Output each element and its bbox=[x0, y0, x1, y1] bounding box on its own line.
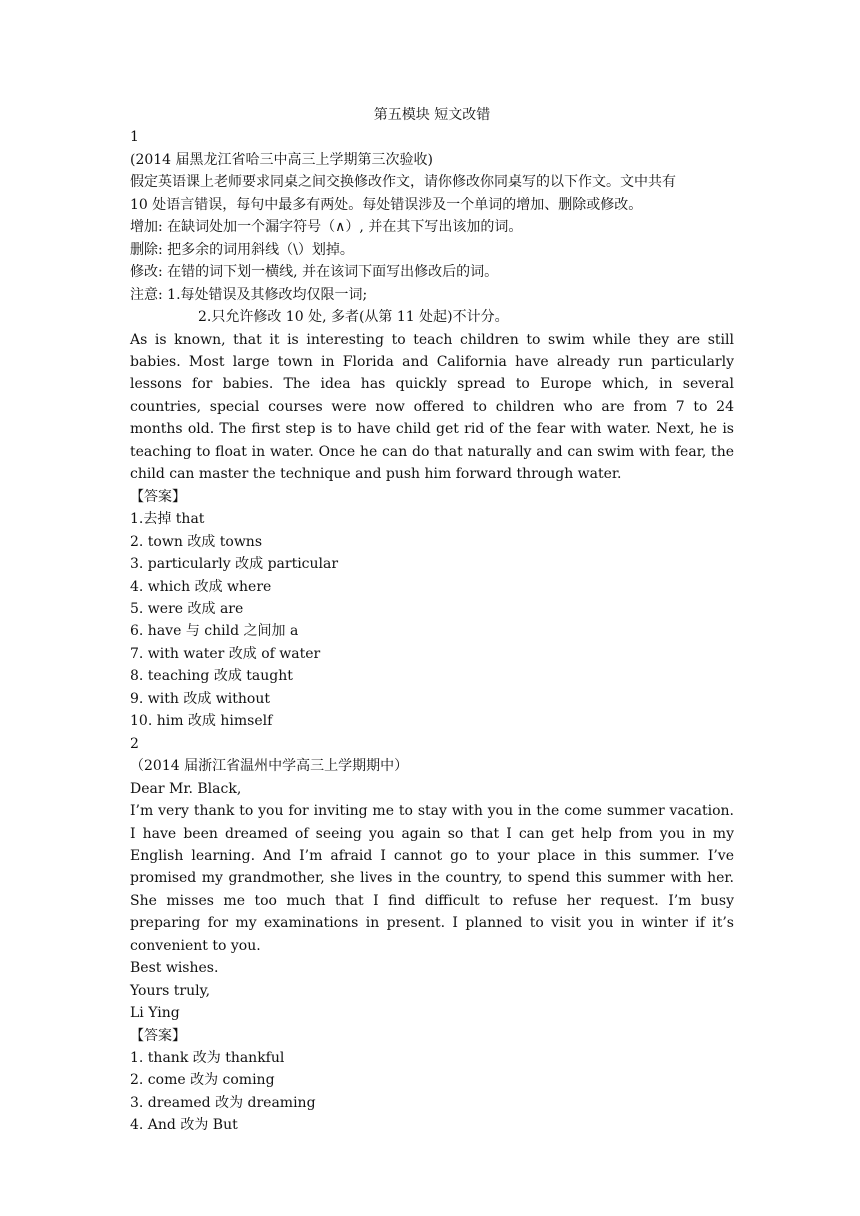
page-title: 第五模块 短文改错 bbox=[373, 107, 491, 123]
answer-item: 4. And 改为 But bbox=[130, 1117, 238, 1134]
answer-item: 9. with 改成 without bbox=[130, 690, 270, 707]
answer-item: 1. thank 改为 thankful bbox=[130, 1050, 285, 1067]
answer-item: 10. him 改成 himself bbox=[130, 713, 273, 730]
letter-signature: Li Ying bbox=[130, 1005, 180, 1022]
instruction-modify: 修改: 在错的词下划一横线, 并在该词下面写出修改后的词。 bbox=[130, 264, 499, 281]
answer-item: 3. dreamed 改为 dreaming bbox=[130, 1094, 316, 1111]
answer-item: 6. have 与 child 之间加 a bbox=[130, 623, 299, 640]
answer-item: 3. particularly 改成 particular bbox=[130, 556, 339, 573]
question-2-passage: I’m very thank to you for inviting me to stay with you in the come summer vacation. I have been dreamed of seeing you again so that I can get help from you in my English learning. And I’m afraid I cannot go to your place in this summer. I’ve promised my grandmother, she lives in the country, to spend this summer with her. She misses me too much that I find difficult to refuse her request. I’m busy preparing for my examinations in present. I planned to visit you in winter if it’s convenient to you. bbox=[130, 803, 734, 954]
answer-item: 1.去掉 that bbox=[130, 511, 205, 528]
letter-closing: Best wishes. bbox=[130, 960, 219, 977]
question-1-source: (2014 届黑龙江省哈三中高三上学期第三次验收) bbox=[130, 151, 434, 168]
instruction-line: 10 处语言错误，每句中最多有两处。每处错误涉及一个单词的增加、删除或修改。 bbox=[130, 196, 643, 213]
instruction-delete: 删除: 把多余的词用斜线（\）划掉。 bbox=[130, 241, 354, 258]
answer-item: 2. come 改为 coming bbox=[130, 1072, 275, 1089]
instruction-add: 增加: 在缺词处加一个漏字符号（∧）, 并在其下写出该加的词。 bbox=[130, 219, 523, 236]
question-2-source: （2014 届浙江省温州中学高三上学期期中） bbox=[130, 758, 409, 775]
answer-item: 7. with water 改成 of water bbox=[130, 645, 321, 662]
question-1-number: 1 bbox=[130, 129, 139, 146]
answer-item: 4. which 改成 where bbox=[130, 578, 272, 595]
instruction-note-1: 注意: 1.每处错误及其修改均仅限一词; bbox=[130, 286, 368, 303]
question-2-number: 2 bbox=[130, 735, 139, 752]
answer-item: 5. were 改成 are bbox=[130, 600, 244, 617]
question-1-passage: As is known, that it is interesting to teach children to swim while they are still babies. Most large town in Florida and California have already run particularly lessons for babies. The idea has quickly spread to Europe which, in several countries, special courses were now offered to children who are from 7 to 24 months old. The first step is to have child get rid of the fear with water. Next, he is teaching to float in water. Once he can do that naturally and can swim with fear, the child can master the technique and push him forward through water. bbox=[130, 331, 734, 483]
letter-salutation: Dear Mr. Black, bbox=[130, 780, 242, 797]
answer-item: 8. teaching 改成 taught bbox=[130, 668, 293, 685]
answer-label: 【答案】 bbox=[130, 488, 186, 505]
answer-label: 【答案】 bbox=[130, 1027, 186, 1044]
instruction-line: 假定英语课上老师要求同桌之间交换修改作文，请你修改你同桌写的以下作文。文中共有 bbox=[130, 174, 676, 191]
instruction-note-2: 2.只允许修改 10 处, 多者(从第 11 处起)不计分。 bbox=[198, 309, 509, 326]
answer-item: 2. town 改成 towns bbox=[130, 533, 263, 550]
letter-closing: Yours truly, bbox=[130, 982, 211, 999]
document-page bbox=[130, 104, 734, 1137]
